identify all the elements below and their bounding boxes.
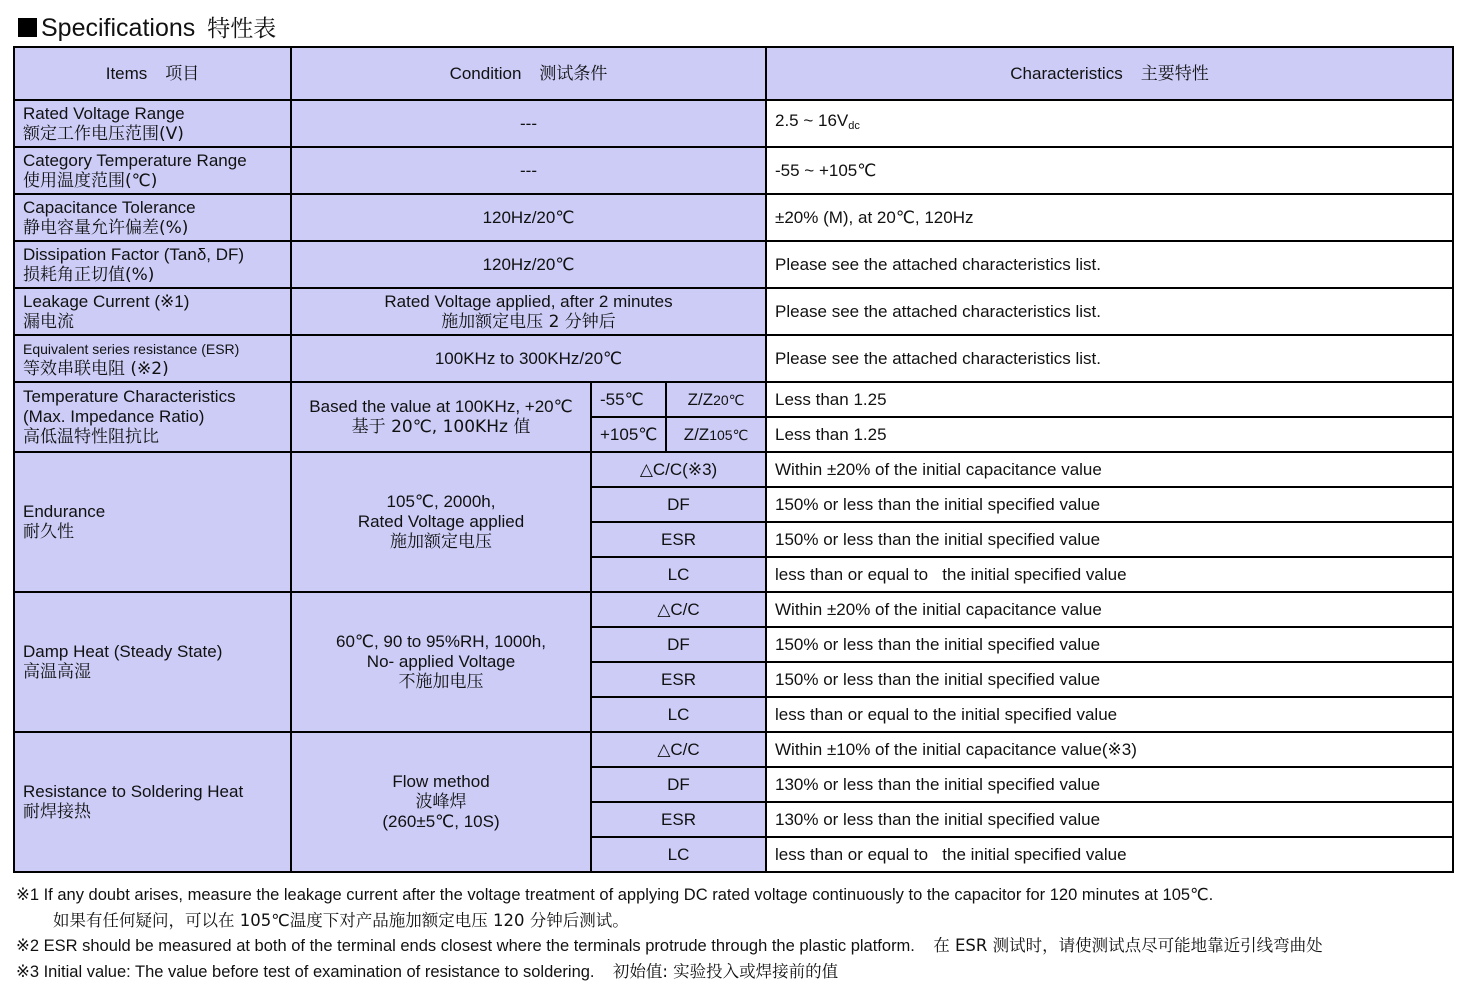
sub-char: less than or equal to the initial specified value xyxy=(766,837,1453,872)
char-impedance-ratio: Less than 1.25 xyxy=(766,417,1453,452)
table-row xyxy=(14,241,1453,288)
header-condition: Condition 测试条件 xyxy=(291,47,766,100)
temp-point: +105℃ xyxy=(591,417,666,452)
sub-char: 130% or less than the initial specified value xyxy=(766,802,1453,837)
sub-char: Within ±20% of the initial capacitance value xyxy=(766,592,1453,627)
item-endurance: Endurance 耐久性 xyxy=(14,452,291,592)
sub-item: DF xyxy=(591,767,766,802)
footnote-1-cn: 如果有任何疑问，可以在 105℃温度下对产品施加额定电压 120 分钟后测试。 xyxy=(53,911,629,930)
item-cap-tolerance: Capacitance Tolerance 静电容量允许偏差(%) xyxy=(14,194,291,241)
footnote-2: ※2 ESR should be measured at both of the terminal ends closest where the terminals protrude through the plastic platform. 在 ESR 测试时，请使测试点尽可能地靠近引线弯曲处 xyxy=(16,936,1323,955)
sub-char: 150% or less than the initial specified value xyxy=(766,627,1453,662)
table-row xyxy=(14,732,1453,767)
table-header-row xyxy=(14,47,1453,100)
condition-temp-characteristics: Based the value at 100KHz, +20℃ 基于 20℃, 100KHz 值 xyxy=(291,382,591,452)
impedance-ratio: Z/Z105℃ xyxy=(666,417,766,452)
sub-char: 150% or less than the initial specified value xyxy=(766,522,1453,557)
sub-item: △C/C(※3) xyxy=(591,452,766,487)
header-characteristics: Characteristics 主要特性 xyxy=(766,47,1453,100)
sub-item: LC xyxy=(591,557,766,592)
char-leakage-current: Please see the attached characteristics list. xyxy=(766,288,1453,335)
condition-dissipation-factor: 120Hz/20℃ xyxy=(291,241,766,288)
condition-leakage-current: Rated Voltage applied, after 2 minutes 施加额定电压 2 分钟后 xyxy=(291,288,766,335)
condition-endurance: 105℃, 2000h, Rated Voltage applied 施加额定电压 xyxy=(291,452,591,592)
square-bullet-icon xyxy=(18,18,37,37)
sub-item: ESR xyxy=(591,662,766,697)
sub-char: less than or equal to the initial specified value xyxy=(766,697,1453,732)
condition-temp-range: --- xyxy=(291,147,766,194)
footnote-3: ※3 Initial value: The value before test of examination of resistance to soldering. 初始值: 实验投入或焊接前的值 xyxy=(16,962,839,981)
sub-char: Within ±20% of the initial capacitance value xyxy=(766,452,1453,487)
sub-char: 150% or less than the initial specified value xyxy=(766,487,1453,522)
item-dissipation-factor: Dissipation Factor (Tanδ, DF) 损耗角正切值(%) xyxy=(14,241,291,288)
char-esr: Please see the attached characteristics list. xyxy=(766,335,1453,382)
item-soldering-heat: Resistance to Soldering Heat 耐焊接热 xyxy=(14,732,291,872)
page-title xyxy=(18,14,276,43)
sub-item: △C/C xyxy=(591,732,766,767)
footnote-1: ※1 If any doubt arises, measure the leakage current after the voltage treatment of applying DC rated voltage continuously to the capacitor for 120 minutes at 105℃. xyxy=(16,886,1214,904)
char-impedance-ratio: Less than 1.25 xyxy=(766,382,1453,417)
char-cap-tolerance: ±20% (M), at 20℃, 120Hz xyxy=(766,194,1453,241)
table-row xyxy=(14,194,1453,241)
condition-soldering-heat: Flow method 波峰焊 (260±5℃, 10S) xyxy=(291,732,591,872)
table-row xyxy=(14,335,1453,382)
sub-item: LC xyxy=(591,837,766,872)
condition-esr: 100KHz to 300KHz/20℃ xyxy=(291,335,766,382)
footnotes xyxy=(16,883,1323,985)
sub-char: 150% or less than the initial specified value xyxy=(766,662,1453,697)
item-damp-heat: Damp Heat (Steady State) 高温高湿 xyxy=(14,592,291,732)
char-rated-voltage: 2.5 ~ $16V_{dc}$ xyxy=(766,100,1453,147)
header-items: Items 项目 xyxy=(14,47,291,100)
item-leakage-current: Leakage Current (※1) 漏电流 xyxy=(14,288,291,335)
item-esr: Equivalent series resistance (ESR) 等效串联电阻 (※2) xyxy=(14,335,291,382)
item-rated-voltage: Rated Voltage Range 额定工作电压范围(V) xyxy=(14,100,291,147)
sub-char: Within ±10% of the initial capacitance value(※3) xyxy=(766,732,1453,767)
char-dissipation-factor: Please see the attached characteristics list. xyxy=(766,241,1453,288)
temp-point: -55℃ xyxy=(591,382,666,417)
table-row xyxy=(14,288,1453,335)
table-row xyxy=(14,382,1453,417)
condition-rated-voltage: --- xyxy=(291,100,766,147)
item-temp-characteristics: Temperature Characteristics (Max. Impedance Ratio) 高低温特性阻抗比 xyxy=(14,382,291,452)
condition-cap-tolerance: 120Hz/20℃ xyxy=(291,194,766,241)
title-en: Specifications xyxy=(41,14,196,42)
sub-item: △C/C xyxy=(591,592,766,627)
sub-item: DF xyxy=(591,487,766,522)
condition-damp-heat: 60℃, 90 to 95%RH, 1000h, No- applied Voltage 不施加电压 xyxy=(291,592,591,732)
sub-item: ESR xyxy=(591,802,766,837)
sub-item: DF xyxy=(591,627,766,662)
table-row xyxy=(14,452,1453,487)
sub-char: 130% or less than the initial specified value xyxy=(766,767,1453,802)
char-temp-range: -55 ~ +105℃ xyxy=(766,147,1453,194)
sub-item: LC xyxy=(591,697,766,732)
title-cn: 特性表 xyxy=(207,16,277,42)
item-temp-range: Category Temperature Range 使用温度范围(℃) xyxy=(14,147,291,194)
table-row xyxy=(14,100,1453,147)
sub-char: less than or equal to the initial specified value xyxy=(766,557,1453,592)
specifications-table xyxy=(13,46,1454,873)
table-row xyxy=(14,147,1453,194)
sub-item: ESR xyxy=(591,522,766,557)
impedance-ratio: Z/Z20℃ xyxy=(666,382,766,417)
table-row xyxy=(14,592,1453,627)
